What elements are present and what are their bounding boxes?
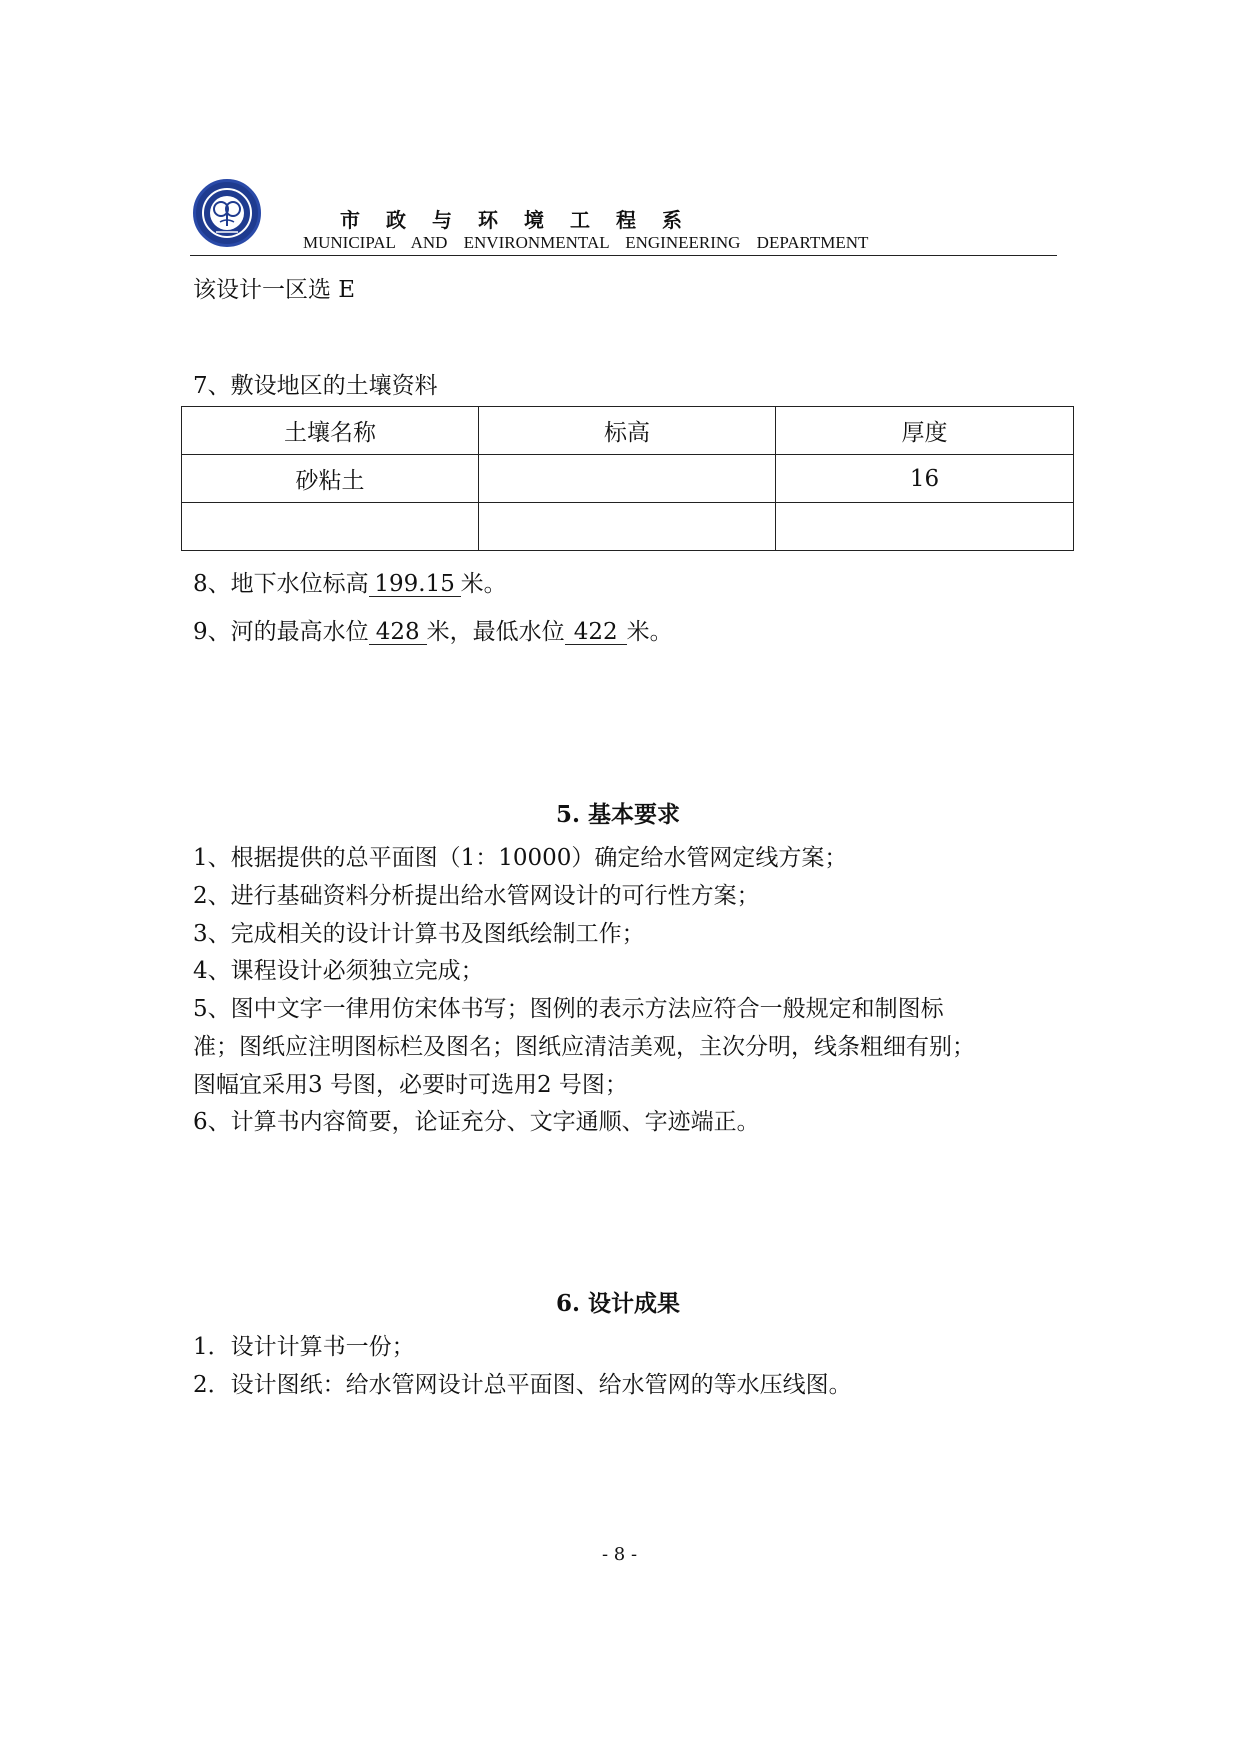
groundwater-unit: 米。 [460,571,507,597]
soil-section-title: 7、敷设地区的土壤资料 [193,373,438,399]
table-cell: 砂粘土 [182,455,479,503]
list-item: 4、课程设计必须独立完成； [193,958,484,984]
list-item: 1、根据提供的总平面图（1：10000）确定给水管网定线方案； [193,845,848,871]
list-item: 3、完成相关的设计计算书及图纸绘制工作； [193,921,645,947]
river-high-value: 428 [369,620,427,645]
list-item: 2、进行基础资料分析提出给水管网设计的可行性方案； [193,883,760,909]
river-low-unit: 米。 [626,619,673,645]
groundwater-label: 8、地下水位标高 [193,571,369,597]
header-divider [190,255,1057,256]
table-row [182,455,1074,503]
river-level-line [193,618,673,646]
zone-selection-line: 该设计一区选 E [193,277,356,303]
dept-char: 系 [662,208,682,232]
table-cell: 16 [776,455,1074,503]
groundwater-level-line [193,570,507,598]
dept-char: 与 [432,208,452,232]
department-name-en: MUNICIPAL AND ENVIRONMENTAL ENGINEERING DEPARTMENT [303,233,869,252]
groundwater-value: 199.15 [369,572,461,597]
list-item: 5、图中文字一律用仿宋体书写；图例的表示方法应符合一般规定和制图标 [193,996,944,1022]
table-cell [479,455,776,503]
requirements-heading: 5. 基本要求 [556,801,681,828]
dept-char: 政 [386,208,406,232]
dept-char: 境 [524,208,544,232]
list-item: 准；图纸应注明图标栏及图名；图纸应清洁美观，主次分明，线条粗细有别； [193,1034,975,1060]
dept-char: 环 [478,208,498,232]
dept-char: 市 [340,208,360,232]
table-header-cell: 土壤名称 [182,407,479,455]
list-item: 图幅宜采用3 号图，必要时可选用2 号图； [193,1072,628,1098]
list-item: 6、计算书内容简要，论证充分、文字通顺、字迹端正。 [193,1109,760,1135]
university-seal-icon [193,179,261,247]
river-low-value: 422 [565,620,627,645]
list-item: 2．设计图纸：给水管网设计总平面图、给水管网的等水压线图。 [193,1372,852,1398]
page-number: - 8 - [602,1544,638,1565]
table-header-row [182,407,1074,455]
dept-char: 工 [570,208,590,232]
river-high-label: 9、河的最高水位 [193,619,369,645]
table-cell [776,503,1074,551]
table-cell [479,503,776,551]
soil-table [181,406,1074,551]
table-cell [182,503,479,551]
list-item: 1．设计计算书一份； [193,1334,415,1360]
table-row [182,503,1074,551]
results-heading: 6. 设计成果 [556,1290,681,1317]
table-header-cell: 标高 [479,407,776,455]
river-low-label: 米，最低水位 [426,619,565,645]
department-name-cn [340,204,708,233]
dept-char: 程 [616,208,636,232]
table-header-cell: 厚度 [776,407,1074,455]
